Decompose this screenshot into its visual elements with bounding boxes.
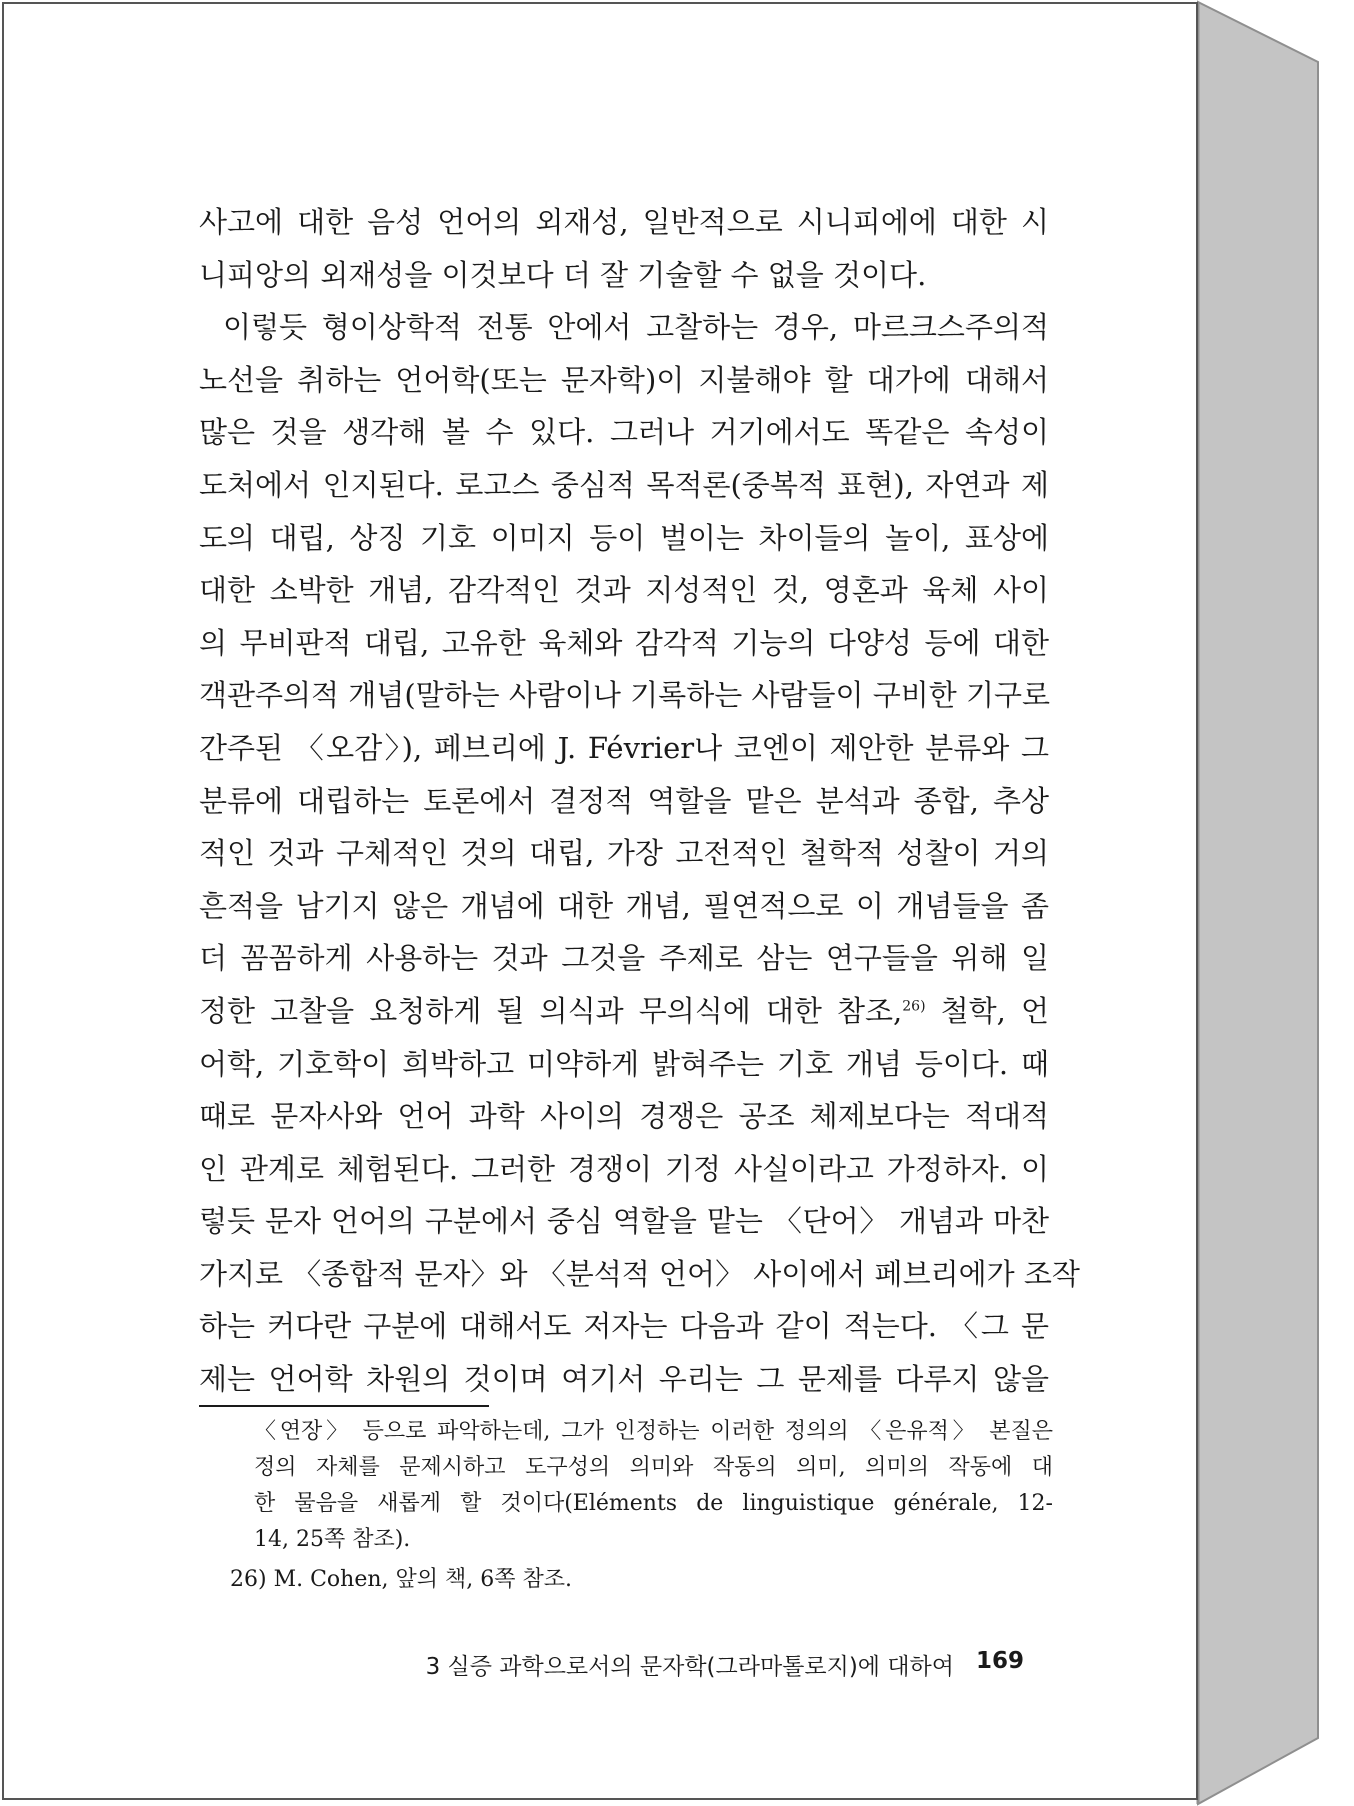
- chapter-title: 3 실증 과학으로서의 문자학(그라마톨로지)에 대하여: [425, 1654, 954, 1680]
- body-line: 때로 문자사와 언어 과학 사이의 경쟁은 공조 체제보다는 적대적: [199, 1099, 1049, 1134]
- body-line: 적인 것과 구체적인 것의 대립, 가장 고전적인 철학적 성찰이 거의: [199, 836, 1049, 871]
- body-line: 흔적을 남기지 않은 개념에 대한 개념, 필연적으로 이 개념들을 좀: [199, 888, 1049, 923]
- body-line: 사고에 대한 음성 언어의 외재성, 일반적으로 시니피에에 대한 시: [199, 205, 1049, 239]
- body-line: 이렇듯 형이상학적 전통 안에서 고찰하는 경우, 마르크스주의적: [223, 310, 1049, 345]
- page-number: 169: [975, 1648, 1024, 1674]
- body-line-text: 정한 고찰을 요청하게 될 의식과 무의식에 대한 참조,: [199, 993, 903, 1028]
- footnote-reference[interactable]: 26): [902, 998, 926, 1015]
- body-line: 의 무비판적 대립, 고유한 육체와 감각적 기능의 다양성 등에 대한: [199, 625, 1049, 660]
- footnote-divider: [199, 1405, 489, 1407]
- footnote-line: 14, 25쪽 참조).: [254, 1527, 411, 1552]
- body-line: 어학, 기호학이 희박하고 미약하게 밝혀주는 기호 개념 등이다. 때: [199, 1046, 1049, 1081]
- body-line: 가지로 〈종합적 문자〉와 〈분석적 언어〉 사이에서 페브리에가 조작: [199, 1256, 1080, 1291]
- body-text: [199, 196, 1080, 1406]
- footnote-26: 26) M. Cohen, 앞의 책, 6쪽 참조.: [230, 1567, 572, 1592]
- page-edge-side: [1198, 2, 1318, 1804]
- body-line: 더 꼼꼼하게 사용하는 것과 그것을 주제로 삼는 연구들을 위해 일: [199, 941, 1049, 976]
- body-line: 많은 것을 생각해 볼 수 있다. 그러나 거기에서도 똑같은 속성이: [199, 415, 1049, 450]
- body-line: 인 관계로 체험된다. 그러한 경쟁이 기정 사실이라고 가정하자. 이: [199, 1151, 1049, 1186]
- body-line: 제는 언어학 차원의 것이며 여기서 우리는 그 문제를 다루지 않을: [199, 1362, 1049, 1397]
- body-line-tail: 철학, 언: [925, 993, 1049, 1028]
- footnote-line: 〈연장〉 등으로 파악하는데, 그가 인정하는 이러한 정의의 〈은유적〉 본질은: [254, 1419, 1053, 1444]
- footnote-line: 한 물음을 새롭게 할 것이다(Eléments de linguistique générale, 12-: [254, 1491, 1053, 1516]
- body-line: 객관주의적 개념(말하는 사람이나 기록하는 사람들이 구비한 기구로: [199, 678, 1051, 713]
- body-line-with-footnote: [199, 985, 1049, 1038]
- body-line: 렇듯 문자 언어의 구분에서 중심 역할을 맡는 〈단어〉 개념과 마찬: [199, 1204, 1049, 1239]
- body-line: 분류에 대립하는 토론에서 결정적 역할을 맡은 분석과 종합, 추상: [199, 783, 1049, 818]
- footnote-line: 정의 자체를 문제시하고 도구성의 의미와 작동의 의미, 의미의 작동에 대: [254, 1455, 1053, 1480]
- body-line: 니피앙의 외재성을 이것보다 더 잘 기술할 수 없을 것이다.: [199, 257, 927, 292]
- footnotes: [230, 1414, 1053, 1600]
- body-line: 대한 소박한 개념, 감각적인 것과 지성적인 것, 영혼과 육체 사이: [199, 573, 1049, 608]
- running-footer: [404, 1648, 1024, 1681]
- body-line: 간주된 〈오감〉), 페브리에 J. Février나 코엔이 제안한 분류와 그: [199, 730, 1049, 765]
- body-line: 하는 커다란 구분에 대해서도 저자는 다음과 같이 적는다. 〈그 문: [199, 1309, 1049, 1344]
- body-line: 도의 대립, 상징 기호 이미지 등이 벌이는 차이들의 놀이, 표상에: [199, 520, 1049, 555]
- body-line: 도처에서 인지된다. 로고스 중심적 목적론(중복적 표현), 자연과 제: [199, 467, 1049, 502]
- body-line: 노선을 취하는 언어학(또는 문자학)이 지불해야 할 대가에 대해서: [199, 362, 1049, 397]
